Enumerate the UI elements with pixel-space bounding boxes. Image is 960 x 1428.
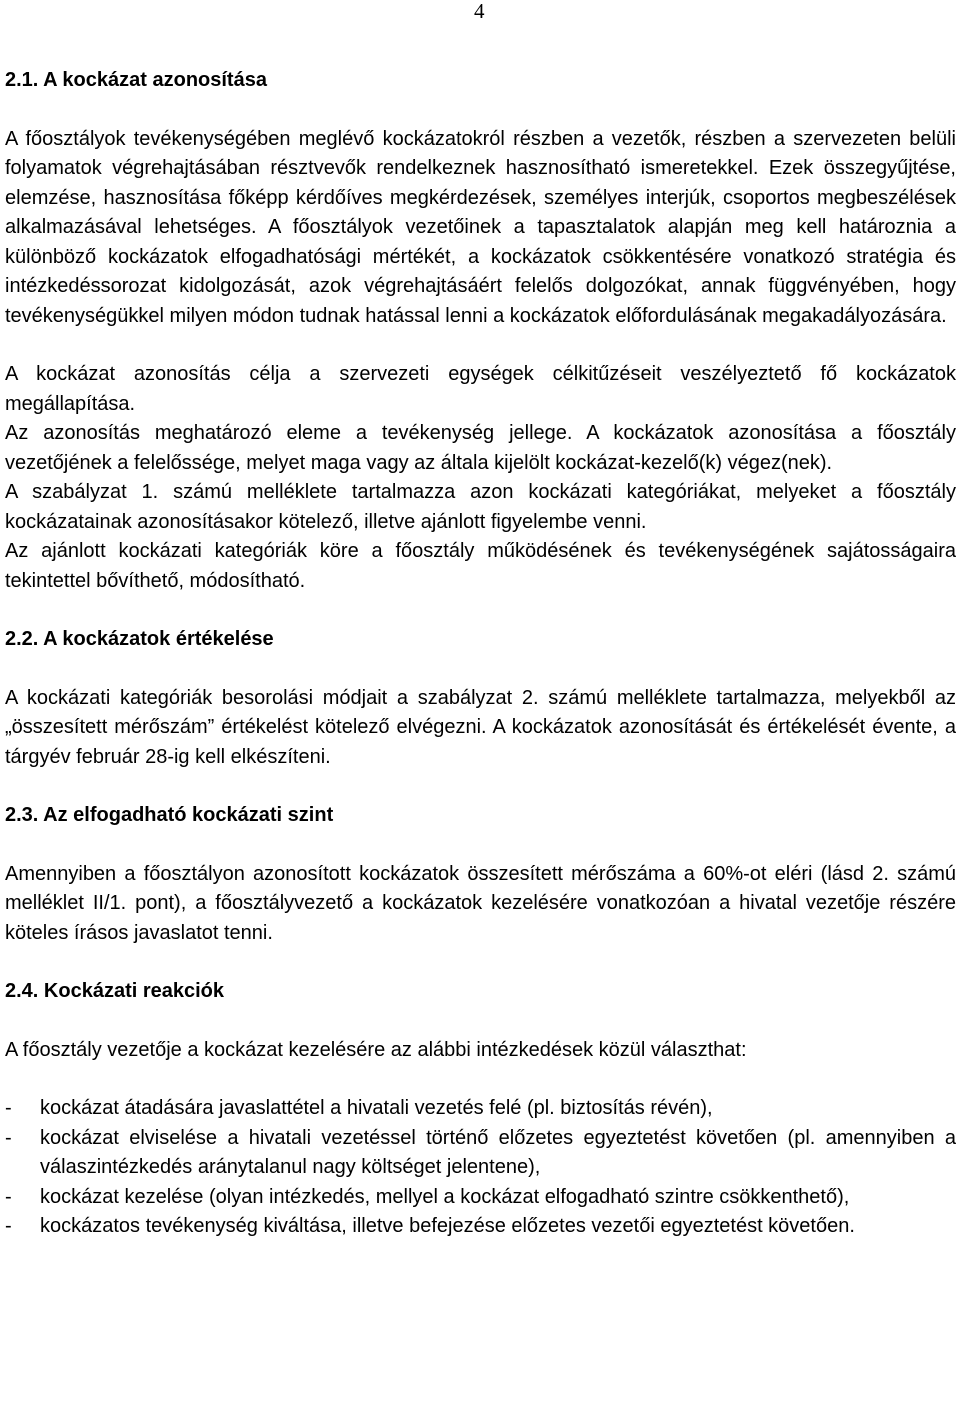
list-item — [5, 1124, 956, 1183]
paragraph: A kockázati kategóriák besorolási módjait a szabályzat 2. számú melléklete tartalmazza, melyekből az „összesített mérőszám” értékelést kötelező elvégezni. A kockázatok azonosítását és értékelését évente, a tárgyév február 28-ig kell elkészíteni. — [5, 686, 956, 768]
paragraph: A főosztály vezetője a kockázat kezelésére az alábbi intézkedések közül választhat: — [5, 1038, 747, 1061]
list-item-text: kockázat kezelése (olyan intézkedés, mellyel a kockázat elfogadható szintre csökkenthető), — [40, 1185, 850, 1208]
section-heading-2-3: 2.3. Az elfogadható kockázati szint — [5, 804, 334, 826]
list-item — [5, 1212, 956, 1242]
document-body — [5, 66, 956, 1242]
section-heading-2-4: 2.4. Kockázati reakciók — [5, 980, 225, 1002]
list-item — [5, 1183, 956, 1213]
paragraph: A főosztályok tevékenységében meglévő kockázatokról részben a vezetők, részben a szervezeten belüli folyamatok végrehajtásában résztvevők rendelkeznek hasznosítható ismeretekkel. Ezek összegyűjtése, elemzése, hasznosítása főképp kérdőíves megkérdezések, személyes interjúk, csoportos megbeszélések alkalmazásával lehetséges. A főosztályok vezetőinek a tapasztalatok alapján meg kell határoznia a különböző kockázatok elfogadhatósági mértékét, a kockázatok csökkentésére vonatkozó stratégia és intézkedéssorozat kidolgozását, azok végrehajtásáért felelős dolgozókat, annak függvényében, hogy tevékenységükkel milyen módon tudnak hatással lenni a kockázatok előfordulásának megakadályozására. — [5, 127, 956, 327]
list-marker: - — [5, 1215, 12, 1237]
list-marker: - — [5, 1185, 12, 1208]
paragraph: A kockázat azonosítás célja a szervezeti egységek célkitűzéseit veszélyeztető fő kockázatok megállapítása. — [5, 363, 956, 415]
section-heading-2-2: 2.2. A kockázatok értékelése — [5, 628, 274, 650]
list-marker: - — [5, 1097, 12, 1119]
list-item-text: kockázat elviselése a hivatali vezetéssel történő előzetes egyeztetést követően (pl. amennyiben a válaszintézkedés aránytalanul nagy költséget jelentene), — [40, 1126, 956, 1178]
paragraph: Amennyiben a főosztályon azonosított kockázatok összesített mérőszáma a 60%-ot eléri (lásd 2. számú melléklet II/1. pont), a főosztályvezető a kockázatok kezelésére vonatkozóan a hivatal vezetője részére köteles írásos javaslatot tenni. — [5, 862, 956, 944]
page-number: 4 — [474, 0, 485, 23]
reaction-list — [5, 1094, 956, 1242]
list-item-text: kockázat átadására javaslattétel a hivatali vezetés felé (pl. biztosítás révén), — [40, 1097, 713, 1119]
paragraph: Az ajánlott kockázati kategóriák köre a főosztály működésének és tevékenységének sajátosságaira tekintettel bővíthető, módosítható. — [5, 540, 956, 592]
list-marker: - — [5, 1126, 12, 1149]
list-item — [5, 1094, 956, 1124]
list-item-text: kockázatos tevékenység kiváltása, illetve befejezése előzetes vezetői egyeztetést követően. — [40, 1215, 855, 1237]
section-heading-2-1: 2.1. A kockázat azonosítása — [5, 69, 267, 91]
paragraph: Az azonosítás meghatározó eleme a tevékenység jellege. A kockázatok azonosítása a főosztály vezetőjének a felelőssége, melyet maga vagy az általa kijelölt kockázat-kezelő(k) végez(nek). — [5, 422, 956, 474]
paragraph: A szabályzat 1. számú melléklete tartalmazza azon kockázati kategóriákat, melyeket a főosztály kockázatainak azonosításakor kötelező, illetve ajánlott figyelembe venni. — [5, 481, 956, 533]
